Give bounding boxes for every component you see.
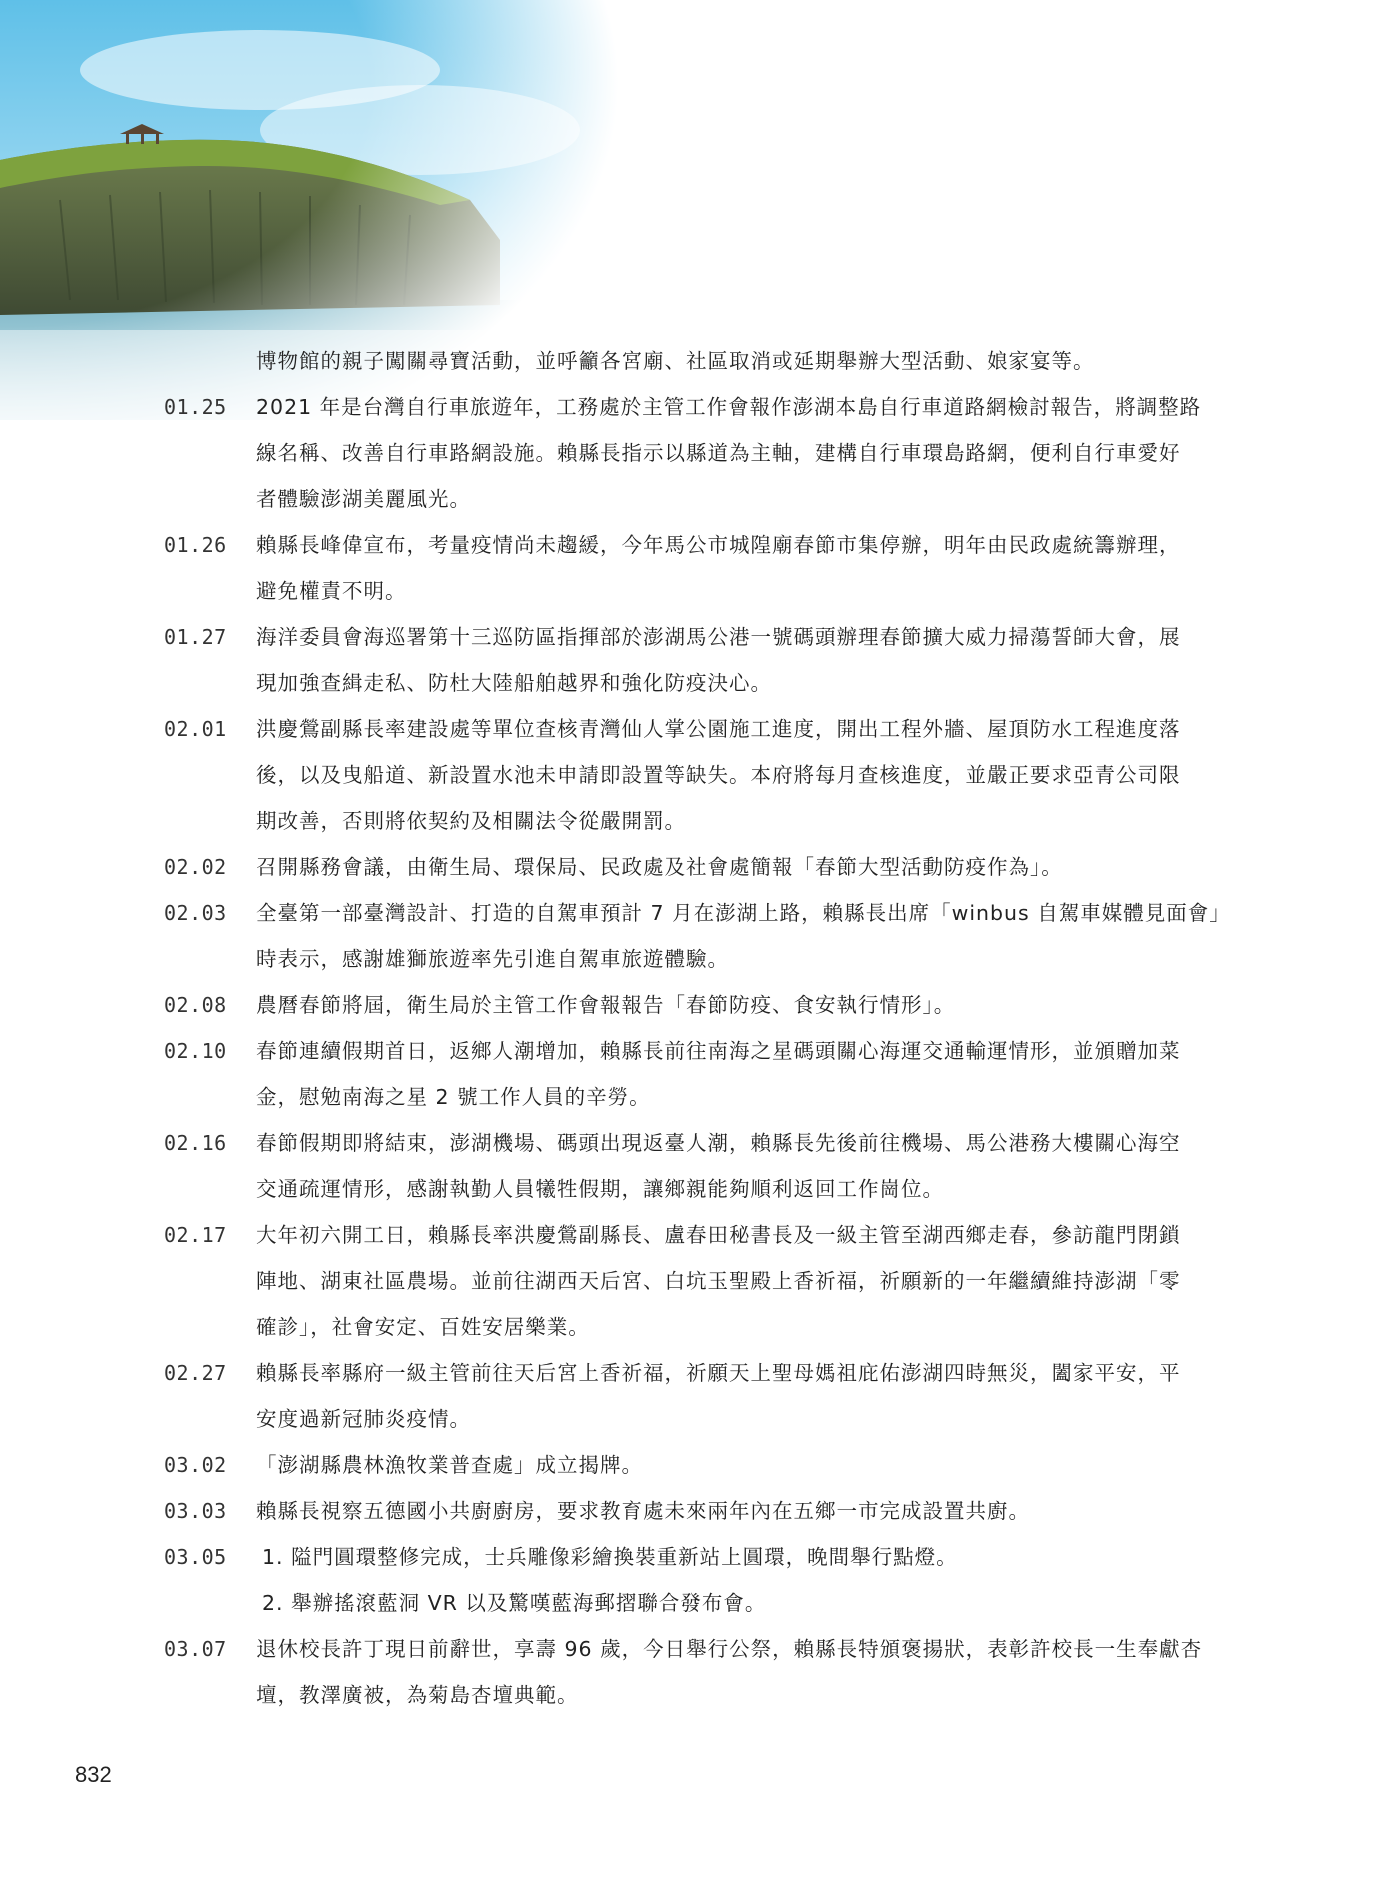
entry-text	[256, 614, 1236, 706]
entry-text-line: 後，以及曳船道、新設置水池未申請即設置等缺失。本府將每月查核進度，並嚴正要求亞青公司限	[256, 763, 1181, 787]
entry-text	[256, 844, 1236, 890]
entry-date: 02.27	[164, 1361, 227, 1385]
entry-date: 02.16	[164, 1131, 227, 1155]
entry-text-line: 賴縣長率縣府一級主管前往天后宮上香祈福，祈願天上聖母媽祖庇佑澎湖四時無災，闔家平安，平	[256, 1361, 1181, 1385]
entry-text	[256, 1626, 1236, 1718]
entry-text-line: 確診」，社會安定、百姓安居樂業。	[256, 1315, 590, 1339]
entry-text-line: 2021 年是台灣自行車旅遊年，工務處於主管工作會報作澎湖本島自行車道路網檢討報告，將調整路	[256, 395, 1202, 419]
entry-text-line: 時表示，感謝雄獅旅遊率先引進自駕車旅遊體驗。	[256, 947, 729, 971]
chronicle-entry	[0, 844, 1400, 890]
entry-text-line: 春節假期即將結束，澎湖機場、碼頭出現返臺人潮，賴縣長先後前往機場、馬公港務大樓關心海空	[256, 1131, 1181, 1155]
entry-date: 02.08	[164, 993, 227, 1017]
chronicle-entry	[0, 338, 1400, 384]
entry-text-line: 1. 隘門圓環整修完成，士兵雕像彩繪換裝重新站上圓環，晚間舉行點燈。	[262, 1545, 958, 1569]
entry-text	[256, 522, 1236, 614]
chronicle-entry	[0, 982, 1400, 1028]
entry-text	[256, 1442, 1236, 1488]
entry-date: 02.10	[164, 1039, 227, 1063]
chronicle-entry	[0, 1442, 1400, 1488]
entry-text	[256, 1212, 1236, 1350]
chronicle-entry	[0, 1212, 1400, 1350]
entry-text-line: 退休校長許丁現日前辭世，享壽 96 歲，今日舉行公祭，賴縣長特頒褒揚狀，表彰許校長一生奉獻杏	[256, 1637, 1203, 1661]
entry-text	[256, 982, 1236, 1028]
entry-text-line: 現加強查緝走私、防杜大陸船舶越界和強化防疫決心。	[256, 671, 772, 695]
entry-text	[256, 1120, 1236, 1212]
entry-text	[256, 1028, 1236, 1120]
entry-text-line: 安度過新冠肺炎疫情。	[256, 1407, 471, 1431]
entry-text-line: 博物館的親子闖關尋寶活動，並呼籲各宮廟、社區取消或延期舉辦大型活動、娘家宴等。	[256, 349, 1095, 373]
entry-text-line: 召開縣務會議，由衛生局、環保局、民政處及社會處簡報「春節大型活動防疫作為」。	[256, 855, 1063, 879]
entry-text-line: 陣地、湖東社區農場。並前往湖西天后宮、白坑玉聖殿上香祈福，祈願新的一年繼續維持澎湖「零	[256, 1269, 1181, 1293]
entry-date: 02.02	[164, 855, 227, 879]
entry-text-line: 交通疏運情形，感謝執勤人員犧牲假期，讓鄉親能夠順利返回工作崗位。	[256, 1177, 944, 1201]
entry-text-line: 壇，教澤廣被，為菊島杏壇典範。	[256, 1683, 579, 1707]
entry-date: 03.02	[164, 1453, 227, 1477]
entry-text-line: 2. 舉辦搖滾藍洞 VR 以及驚嘆藍海郵摺聯合發布會。	[262, 1591, 767, 1615]
chronicle-entry	[0, 614, 1400, 706]
entry-text-line: 者體驗澎湖美麗風光。	[256, 487, 471, 511]
entry-text	[256, 890, 1236, 982]
entry-text-line: 洪慶鶯副縣長率建設處等單位查核青灣仙人掌公園施工進度，開出工程外牆、屋頂防水工程進度落	[256, 717, 1181, 741]
chronicle-entry	[0, 1534, 1400, 1626]
entry-text-line: 全臺第一部臺灣設計、打造的自駕車預計 7 月在澎湖上路，賴縣長出席「winbus 自駕車媒體見面會」	[256, 901, 1231, 925]
entry-date: 03.05	[164, 1545, 227, 1569]
chronicle-entry	[0, 890, 1400, 982]
entry-date: 03.03	[164, 1499, 227, 1523]
chronicle-entry	[0, 1350, 1400, 1442]
entry-text-line: 賴縣長峰偉宣布，考量疫情尚未趨緩，今年馬公市城隍廟春節市集停辦，明年由民政處統籌辦理，	[256, 533, 1181, 557]
entry-date: 02.17	[164, 1223, 227, 1247]
entry-text-line: 線名稱、改善自行車路網設施。賴縣長指示以縣道為主軸，建構自行車環島路網，便利自行車愛好	[256, 441, 1181, 465]
entry-date: 02.03	[164, 901, 227, 925]
entry-text	[256, 384, 1236, 522]
entry-text	[256, 1488, 1236, 1534]
entry-date: 03.07	[164, 1637, 227, 1661]
entry-text-line: 大年初六開工日，賴縣長率洪慶鶯副縣長、盧春田秘書長及一級主管至湖西鄉走春，參訪龍門閉鎖	[256, 1223, 1181, 1247]
entry-text	[256, 338, 1236, 384]
entry-text-line: 期改善，否則將依契約及相關法令從嚴開罰。	[256, 809, 686, 833]
entry-text-line: 避免權責不明。	[256, 579, 407, 603]
chronicle-entry	[0, 1028, 1400, 1120]
entry-text-line: 海洋委員會海巡署第十三巡防區指揮部於澎湖馬公港一號碼頭辦理春節擴大威力掃蕩誓師大會，展	[256, 625, 1181, 649]
chronicle-entry	[0, 706, 1400, 844]
entry-date: 01.26	[164, 533, 227, 557]
entry-date: 01.25	[164, 395, 227, 419]
page-number: 832	[75, 1762, 112, 1787]
entry-text	[256, 1534, 1236, 1626]
entry-text-line: 賴縣長視察五德國小共廚廚房，要求教育處未來兩年內在五鄉一市完成設置共廚。	[256, 1499, 1030, 1523]
entry-text-line: 「澎湖縣農林漁牧業普查處」成立揭牌。	[256, 1453, 643, 1477]
chronicle-entry	[0, 1120, 1400, 1212]
chronicle-entry	[0, 1488, 1400, 1534]
entry-text	[256, 706, 1236, 844]
chronicle-entry	[0, 522, 1400, 614]
entry-text	[256, 1350, 1236, 1442]
entry-text-line: 春節連續假期首日，返鄉人潮增加，賴縣長前往南海之星碼頭關心海運交通輸運情形，並頒贈加菜	[256, 1039, 1181, 1063]
entry-text-line: 金，慰勉南海之星 2 號工作人員的辛勞。	[256, 1085, 651, 1109]
entry-text-line: 農曆春節將屆，衛生局於主管工作會報報告「春節防疫、食安執行情形」。	[256, 993, 956, 1017]
entry-date: 01.27	[164, 625, 227, 649]
entry-date: 02.01	[164, 717, 227, 741]
chronicle-entry	[0, 1626, 1400, 1718]
chronicle-entry	[0, 384, 1400, 522]
